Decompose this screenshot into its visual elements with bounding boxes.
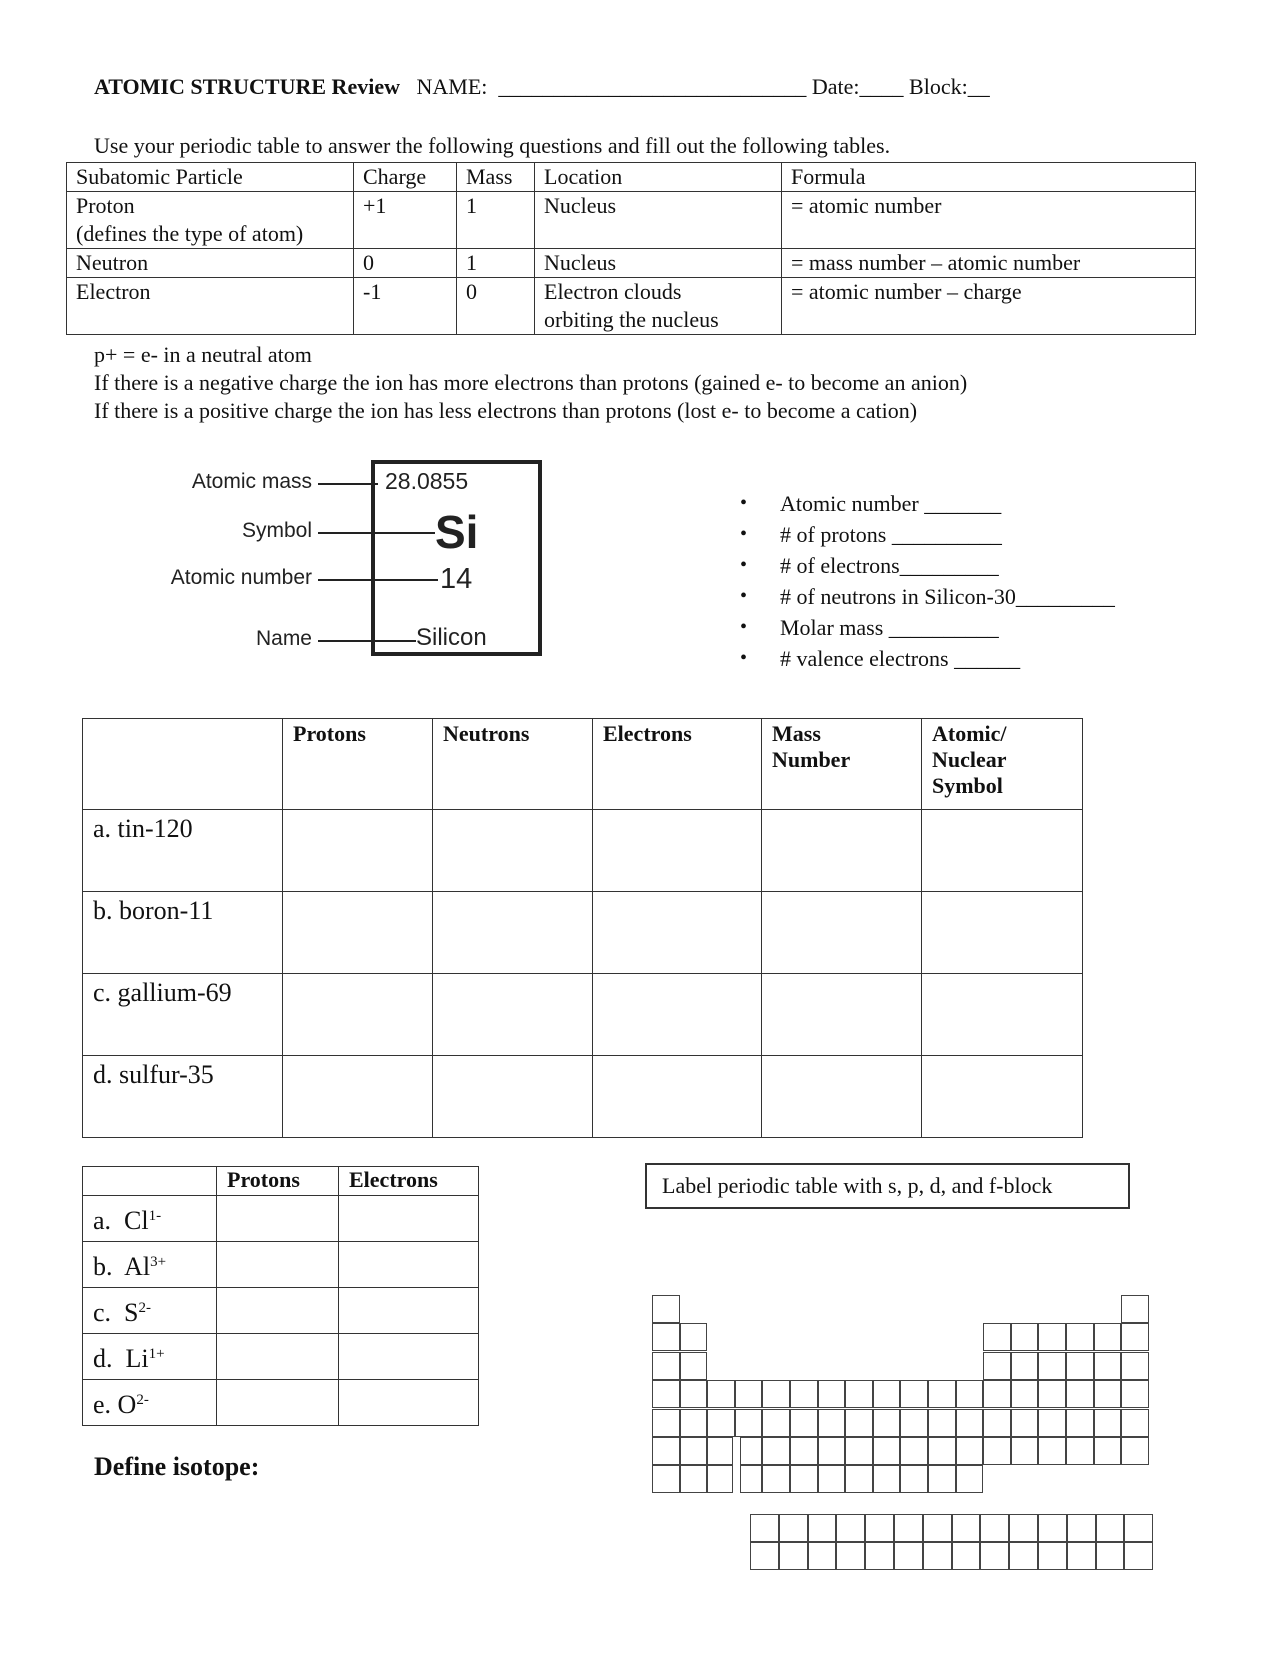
- question-item[interactable]: • Molar mass __________: [740, 612, 1115, 643]
- periodic-cell[interactable]: [845, 1437, 873, 1465]
- answer-cell[interactable]: [433, 892, 593, 974]
- answer-cell[interactable]: [217, 1288, 339, 1334]
- answer-cell[interactable]: [339, 1334, 479, 1380]
- periodic-cell[interactable]: [1038, 1514, 1067, 1542]
- periodic-cell[interactable]: [790, 1465, 818, 1493]
- periodic-cell[interactable]: [836, 1514, 865, 1542]
- isotope-label: d. sulfur-35: [83, 1056, 283, 1138]
- answer-cell[interactable]: [283, 974, 433, 1056]
- name-label-key: Name: [255, 627, 312, 650]
- periodic-cell[interactable]: [707, 1409, 735, 1437]
- particle-name: Electron: [67, 278, 354, 335]
- answer-cell[interactable]: [762, 1056, 922, 1138]
- periodic-cell[interactable]: [680, 1323, 708, 1351]
- periodic-cell[interactable]: [983, 1380, 1011, 1408]
- periodic-cell[interactable]: [1094, 1323, 1122, 1351]
- periodic-cell[interactable]: [1038, 1352, 1066, 1380]
- answer-cell[interactable]: [217, 1334, 339, 1380]
- periodic-cell[interactable]: [983, 1352, 1011, 1380]
- table-row: [67, 278, 1196, 335]
- periodic-cell[interactable]: [1124, 1542, 1153, 1570]
- atomic-number-value: 14: [440, 563, 473, 595]
- silicon-questions: [740, 488, 1115, 674]
- answer-cell[interactable]: [922, 1056, 1083, 1138]
- periodic-cell[interactable]: [1121, 1323, 1149, 1351]
- periodic-cell[interactable]: [1038, 1409, 1066, 1437]
- header-cell: Electrons: [593, 719, 762, 810]
- periodic-cell[interactable]: [1038, 1542, 1067, 1570]
- question-item[interactable]: • # of electrons_________: [740, 550, 1115, 581]
- periodic-cell[interactable]: [956, 1437, 984, 1465]
- periodic-cell[interactable]: [1011, 1380, 1039, 1408]
- answer-cell[interactable]: [593, 810, 762, 892]
- header-cell: Subatomic Particle: [67, 163, 354, 192]
- header-cell: Protons: [217, 1167, 339, 1196]
- header-cell: Location: [535, 163, 782, 192]
- isotope-label: c. gallium-69: [83, 974, 283, 1056]
- answer-cell[interactable]: [593, 892, 762, 974]
- table-row: [83, 1380, 479, 1426]
- periodic-cell[interactable]: [680, 1380, 708, 1408]
- answer-cell[interactable]: [433, 1056, 593, 1138]
- periodic-cell[interactable]: [1009, 1514, 1038, 1542]
- periodic-cell[interactable]: [1011, 1323, 1039, 1351]
- header-cell: Charge: [354, 163, 457, 192]
- periodic-cell[interactable]: [762, 1409, 790, 1437]
- periodic-cell[interactable]: [1096, 1542, 1125, 1570]
- header-cell: Electrons: [339, 1167, 479, 1196]
- periodic-cell[interactable]: [707, 1465, 733, 1493]
- table-row: [83, 892, 1083, 974]
- periodic-cell[interactable]: [652, 1295, 680, 1323]
- periodic-cell[interactable]: [1066, 1409, 1094, 1437]
- periodic-cell[interactable]: [762, 1437, 790, 1465]
- table-header-row: [83, 719, 1083, 810]
- periodic-cell[interactable]: [1011, 1409, 1039, 1437]
- periodic-cell[interactable]: [750, 1514, 779, 1542]
- formula-cell: = atomic number: [782, 192, 1196, 249]
- location-cell: Nucleus: [535, 192, 782, 249]
- periodic-cell[interactable]: [836, 1542, 865, 1570]
- answer-cell[interactable]: [433, 974, 593, 1056]
- periodic-cell[interactable]: [1121, 1295, 1149, 1323]
- table-row: [83, 1242, 479, 1288]
- periodic-cell[interactable]: [1011, 1352, 1039, 1380]
- mass-cell: 1: [457, 249, 535, 278]
- question-item[interactable]: • # of neutrons in Silicon-30_________: [740, 581, 1115, 612]
- mass-cell: 1: [457, 192, 535, 249]
- periodic-cell[interactable]: [983, 1409, 1011, 1437]
- note-line: If there is a positive charge the ion has less electrons than protons (lost e- to become a cation): [94, 398, 918, 423]
- formula-cell: = mass number – atomic number: [782, 249, 1196, 278]
- periodic-cell[interactable]: [1094, 1409, 1122, 1437]
- header-cell: [83, 719, 283, 810]
- ion-charge: 2-: [138, 1300, 152, 1316]
- define-isotope-prompt: Define isotope:: [94, 1452, 260, 1481]
- periodic-cell[interactable]: [1066, 1323, 1094, 1351]
- periodic-cell[interactable]: [900, 1437, 928, 1465]
- ion-charge: 1-: [148, 1208, 162, 1224]
- name-label: NAME:: [416, 74, 488, 99]
- header-cell: [83, 1167, 217, 1196]
- periodic-cell[interactable]: [1124, 1514, 1153, 1542]
- periodic-cell[interactable]: [652, 1352, 680, 1380]
- header-cell: Atomic/ Nuclear Symbol: [922, 719, 1083, 810]
- name-field[interactable]: ____________________________: [498, 74, 807, 99]
- ion-label: d. $Li^{1+}$: [83, 1334, 217, 1380]
- periodic-cell[interactable]: [790, 1380, 818, 1408]
- formula-cell: = atomic number – charge: [782, 278, 1196, 335]
- answer-cell[interactable]: [762, 810, 922, 892]
- periodic-cell[interactable]: [1094, 1352, 1122, 1380]
- periodic-cell[interactable]: [1038, 1323, 1066, 1351]
- note-line: p+ = e- in a neutral atom: [94, 342, 312, 367]
- periodic-cell[interactable]: [952, 1514, 981, 1542]
- periodic-cell[interactable]: [818, 1465, 846, 1493]
- ion-label: b. $Al^{3+}$: [83, 1242, 217, 1288]
- question-item[interactable]: • # of protons __________: [740, 519, 1115, 550]
- table-row: [67, 192, 1196, 249]
- periodic-cell[interactable]: [1094, 1380, 1122, 1408]
- table-row: [83, 1288, 479, 1334]
- atomic-number-label: Atomic number: [170, 566, 312, 589]
- charge-cell: 0: [354, 249, 457, 278]
- table-row: [83, 1196, 479, 1242]
- periodic-cell[interactable]: [652, 1465, 680, 1493]
- block-label: Block:: [909, 74, 968, 99]
- periodic-cell[interactable]: [845, 1380, 873, 1408]
- periodic-cell[interactable]: [845, 1409, 873, 1437]
- periodic-cell[interactable]: [762, 1465, 790, 1493]
- element-name-value: Silicon: [416, 624, 487, 651]
- periodic-cell[interactable]: [779, 1542, 808, 1570]
- periodic-cell[interactable]: [790, 1437, 818, 1465]
- periodic-cell[interactable]: [740, 1465, 763, 1493]
- ion-charge: 1+: [148, 1346, 165, 1362]
- answer-cell[interactable]: [593, 1056, 762, 1138]
- charge-cell: +1: [354, 192, 457, 249]
- isotope-table: [82, 718, 1083, 1138]
- answer-cell[interactable]: [762, 892, 922, 974]
- periodic-cell[interactable]: [952, 1542, 981, 1570]
- answer-cell[interactable]: [922, 974, 1083, 1056]
- periodic-cell[interactable]: [680, 1409, 708, 1437]
- ion-label: e. $O^{2-}$: [83, 1380, 217, 1426]
- table-row: [83, 974, 1083, 1056]
- periodic-cell[interactable]: [1011, 1437, 1039, 1465]
- periodic-cell[interactable]: [790, 1409, 818, 1437]
- periodic-cell[interactable]: [956, 1465, 984, 1493]
- leader-line: [318, 483, 378, 485]
- question-item[interactable]: • Atomic number _______: [740, 488, 1115, 519]
- periodic-cell[interactable]: [707, 1380, 735, 1408]
- periodic-cell[interactable]: [1066, 1380, 1094, 1408]
- worksheet-title: ATOMIC STRUCTURE Review: [94, 74, 400, 99]
- answer-cell[interactable]: [217, 1196, 339, 1242]
- periodic-cell[interactable]: [873, 1380, 901, 1408]
- charge-notes: [94, 341, 967, 425]
- periodic-cell[interactable]: [735, 1409, 763, 1437]
- periodic-cell[interactable]: [779, 1514, 808, 1542]
- periodic-cell[interactable]: [740, 1437, 763, 1465]
- ion-label: c. $S^{2-}$: [83, 1288, 217, 1334]
- charge-cell: -1: [354, 278, 457, 335]
- answer-cell[interactable]: [593, 974, 762, 1056]
- block-field[interactable]: __: [967, 74, 990, 99]
- periodic-cell[interactable]: [1009, 1542, 1038, 1570]
- periodic-cell[interactable]: [750, 1542, 779, 1570]
- symbol-label: Symbol: [241, 519, 312, 542]
- periodic-cell[interactable]: [865, 1514, 894, 1542]
- answer-cell[interactable]: [283, 892, 433, 974]
- periodic-cell[interactable]: [900, 1380, 928, 1408]
- location-cell: Nucleus: [535, 249, 782, 278]
- periodic-cell[interactable]: [900, 1465, 928, 1493]
- particle-name: Proton: [76, 193, 135, 218]
- periodic-cell[interactable]: [873, 1409, 901, 1437]
- table-header-row: [83, 1167, 479, 1196]
- header-cell: Mass Number: [762, 719, 922, 810]
- periodic-cell[interactable]: [1121, 1409, 1149, 1437]
- periodic-cell[interactable]: [928, 1380, 956, 1408]
- particle-note: (defines the type of atom): [76, 221, 304, 246]
- ion-label: a. $Cl^{1-}$: [83, 1196, 217, 1242]
- answer-cell[interactable]: [283, 1056, 433, 1138]
- answer-cell[interactable]: [339, 1380, 479, 1426]
- subatomic-particle-table: [66, 162, 1196, 335]
- periodic-cell[interactable]: [1067, 1514, 1096, 1542]
- answer-cell[interactable]: [339, 1242, 479, 1288]
- periodic-cell[interactable]: [1066, 1437, 1094, 1465]
- periodic-cell[interactable]: [680, 1352, 708, 1380]
- periodic-cell[interactable]: [865, 1542, 894, 1570]
- table-row: [83, 1334, 479, 1380]
- location-cell: Electron clouds: [544, 279, 682, 304]
- periodic-cell[interactable]: [845, 1465, 873, 1493]
- answer-cell[interactable]: [339, 1196, 479, 1242]
- ion-charge: 3+: [150, 1254, 167, 1270]
- atomic-mass-label: Atomic mass: [191, 470, 312, 493]
- ion-table: [82, 1166, 479, 1426]
- ion-charge: 2-: [136, 1392, 149, 1408]
- periodic-cell[interactable]: [956, 1409, 984, 1437]
- periodic-cell[interactable]: [1094, 1437, 1122, 1465]
- answer-cell[interactable]: [922, 892, 1083, 974]
- periodic-cell[interactable]: [923, 1514, 952, 1542]
- mass-cell: 0: [457, 278, 535, 335]
- periodic-label-instruction: Label periodic table with s, p, d, and f-block: [645, 1163, 1130, 1209]
- answer-cell[interactable]: [762, 974, 922, 1056]
- periodic-cell[interactable]: [707, 1437, 733, 1465]
- header-cell: Formula: [782, 163, 1196, 192]
- periodic-cell[interactable]: [762, 1380, 790, 1408]
- periodic-cell[interactable]: [923, 1542, 952, 1570]
- periodic-cell[interactable]: [1121, 1352, 1149, 1380]
- periodic-cell[interactable]: [735, 1380, 763, 1408]
- periodic-cell[interactable]: [873, 1465, 901, 1493]
- header-cell: Protons: [283, 719, 433, 810]
- isotope-label: a. tin-120: [83, 810, 283, 892]
- question-item[interactable]: • # valence electrons ______: [740, 643, 1115, 674]
- periodic-cell[interactable]: [818, 1437, 846, 1465]
- periodic-cell[interactable]: [956, 1380, 984, 1408]
- isotope-label: b. boron-11: [83, 892, 283, 974]
- periodic-cell[interactable]: [983, 1323, 1011, 1351]
- periodic-cell[interactable]: [900, 1409, 928, 1437]
- table-row: [67, 249, 1196, 278]
- table-row: [83, 810, 1083, 892]
- date-field[interactable]: ____: [859, 74, 904, 99]
- periodic-cell[interactable]: [980, 1514, 1009, 1542]
- instructions: Use your periodic table to answer the following questions and fill out the following tables.: [94, 133, 891, 158]
- date-label: Date:: [811, 74, 860, 99]
- periodic-cell[interactable]: [652, 1437, 680, 1465]
- periodic-cell[interactable]: [1066, 1352, 1094, 1380]
- periodic-cell[interactable]: [928, 1465, 956, 1493]
- header-cell: Mass: [457, 163, 535, 192]
- periodic-cell[interactable]: [652, 1323, 680, 1351]
- periodic-cell[interactable]: [1121, 1437, 1149, 1465]
- answer-cell[interactable]: [922, 810, 1083, 892]
- periodic-cell[interactable]: [808, 1542, 837, 1570]
- answer-cell[interactable]: [217, 1242, 339, 1288]
- periodic-cell[interactable]: [983, 1437, 1011, 1465]
- periodic-cell[interactable]: [818, 1409, 846, 1437]
- periodic-cell[interactable]: [652, 1380, 680, 1408]
- answer-cell[interactable]: [433, 810, 593, 892]
- location-cell-line2: orbiting the nucleus: [544, 307, 719, 332]
- periodic-cell[interactable]: [680, 1437, 708, 1465]
- note-line: If there is a negative charge the ion has more electrons than protons (gained e- to become an anion): [94, 370, 968, 395]
- periodic-cell[interactable]: [652, 1409, 680, 1437]
- periodic-cell[interactable]: [980, 1542, 1009, 1570]
- table-row: [83, 1056, 1083, 1138]
- header-cell: Neutrons: [433, 719, 593, 810]
- periodic-cell[interactable]: [1038, 1437, 1066, 1465]
- answer-cell[interactable]: [217, 1380, 339, 1426]
- worksheet-header: [94, 74, 990, 100]
- periodic-cell[interactable]: [928, 1409, 956, 1437]
- answer-cell[interactable]: [339, 1288, 479, 1334]
- periodic-cell[interactable]: [928, 1437, 956, 1465]
- periodic-cell[interactable]: [808, 1514, 837, 1542]
- periodic-cell[interactable]: [1121, 1380, 1149, 1408]
- periodic-cell[interactable]: [894, 1514, 923, 1542]
- atomic-mass-value: 28.0855: [385, 468, 469, 494]
- periodic-cell[interactable]: [1067, 1542, 1096, 1570]
- table-header-row: [67, 163, 1196, 192]
- periodic-cell[interactable]: [1038, 1380, 1066, 1408]
- answer-cell[interactable]: [283, 810, 433, 892]
- periodic-cell[interactable]: [1096, 1514, 1125, 1542]
- periodic-cell[interactable]: [680, 1465, 708, 1493]
- periodic-cell[interactable]: [873, 1437, 901, 1465]
- periodic-cell[interactable]: [818, 1380, 846, 1408]
- symbol-value: Si: [435, 506, 479, 558]
- periodic-cell[interactable]: [894, 1542, 923, 1570]
- particle-name: Neutron: [67, 249, 354, 278]
